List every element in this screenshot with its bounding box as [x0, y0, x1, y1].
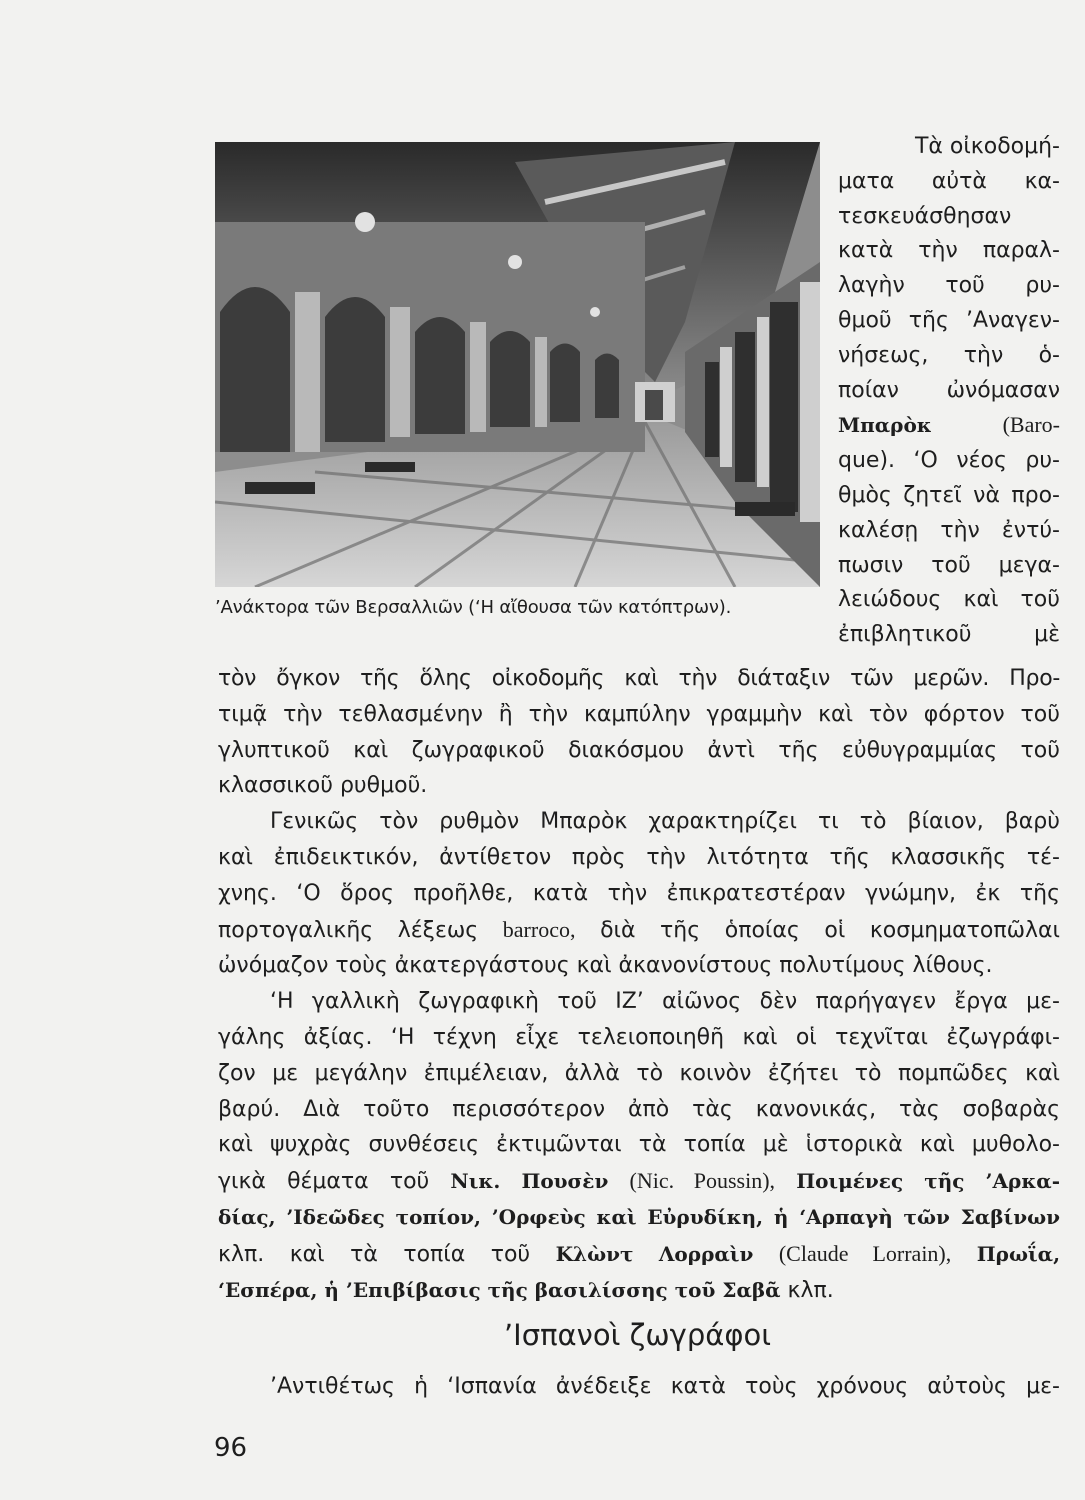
- text-fragment: πορτογαλικῆς λέξεως: [218, 917, 479, 943]
- page-number: 96: [214, 1433, 248, 1463]
- text-line: τεσκευάσθησαν: [838, 203, 1012, 229]
- text-line: que). ‘Ο νέος ρυ-: [838, 448, 1060, 474]
- text-line: γάλης ἀξίας. ‘Η τέχνη εἶχε τελειοποιηθῆ καὶ οἱ τεχνῖται ἐζωγράφι-: [218, 1024, 1060, 1050]
- body-text: [218, 661, 1060, 1308]
- text-line: πωσιν τοῦ μεγα-: [838, 552, 1060, 578]
- section-heading: ’Ισπανοὶ ζωγράφοι: [503, 1318, 772, 1352]
- text-line: θμοῦ τῆς ’Αναγεν-: [838, 307, 1060, 333]
- text-line: ὠνόμαζον τοὺς ἀκατεργάστους καὶ ἀκανονίστους πολυτίμους λίθους.: [218, 953, 993, 979]
- text-line: ποίαν ὠνόμασαν: [838, 377, 1060, 403]
- text-line: [218, 912, 1060, 949]
- text-line: κλασσικοῦ ρυθμοῦ.: [218, 773, 428, 799]
- text-line: γλυπτικοῦ καὶ ζωγραφικοῦ διακόσμου ἀντὶ τῆς εὐθυγραμμίας τοῦ: [218, 737, 1060, 763]
- bold-term: Κλὼντ Λορραὶν: [555, 1241, 754, 1266]
- bold-term: Νικ. Πουσὲν: [450, 1169, 609, 1194]
- bold-term: Μπαρὸκ: [838, 413, 932, 438]
- text-line: [218, 1236, 1060, 1273]
- side-column-text: [838, 130, 1060, 653]
- text-line: ’Αντιθέτως ἡ ‘Ισπανία ἀνέδειξε κατὰ τοὺς χρόνους αὐτοὺς με-: [270, 1374, 1060, 1399]
- text-line: ‘Η γαλλικὴ ζωγραφικὴ τοῦ ΙΖ’ αἰῶνος δὲν παρήγαγεν ἔργα με-: [270, 989, 1060, 1015]
- bold-term: δίας, ’Ιδεῶδες τοπίον, ’Ορφεὺς καὶ Εὐρυδίκη, ἡ ‘Αρπαγὴ τῶν Σαβίνων: [218, 1204, 1060, 1229]
- latin-term: (Claude Lorrain),: [778, 1240, 952, 1266]
- text-line: ζον με μεγάλην ἐπιμέλειαν, ἀλλὰ τὸ κοινὸν ἐζήτει τὸ πομπῶδες καὶ: [218, 1060, 1060, 1086]
- hall-of-mirrors-photo: [215, 142, 820, 587]
- text-line: βαρύ. Διὰ τοῦτο περισσότερον ἀπὸ τὰς κανονικάς, τὰς σοβαρὰς: [218, 1096, 1060, 1122]
- text-line: χνης. ‘Ο ὅρος προῆλθε, κατὰ τὴν ἐπικρατεστέραν γνώμην, ἐκ τῆς: [218, 880, 1060, 906]
- figure-caption: ’Ανάκτορα τῶν Βερσαλλιῶν (‘Η αἴθουσα τῶν κατόπτρων).: [215, 597, 732, 618]
- text-line: [218, 1273, 1060, 1309]
- text-line: ἐπιβλητικοῦ μὲ: [838, 622, 1060, 648]
- text-line: Τὰ οἰκοδομή-: [914, 134, 1060, 159]
- text-line: λαγὴν τοῦ ρυ-: [838, 273, 1060, 299]
- photo-illustration: [215, 142, 820, 587]
- text-line: λειώδους καὶ τοῦ: [838, 587, 1060, 613]
- text-line: [838, 408, 1060, 444]
- text-line: καὶ ἐπιδεικτικόν, ἀντίθετον πρὸς τὴν λιτότητα τῆς κλασσικῆς τέ-: [218, 844, 1060, 870]
- text-line: τὸν ὄγκον τῆς ὅλης οἰκοδομῆς καὶ τὴν διάταξιν τῶν μερῶν. Προ-: [218, 666, 1060, 691]
- text-line: τιμᾷ τὴν τεθλασμένην ἢ τὴν καμπύλην γραμμὴν καὶ τὸν φόρτον τοῦ: [218, 701, 1060, 727]
- text-fragment: κλπ.: [787, 1277, 834, 1303]
- bold-term: Πρωΐα,: [976, 1241, 1061, 1266]
- latin-term: barroco,: [502, 916, 576, 942]
- latin-term: (Nic. Poussin),: [629, 1168, 776, 1194]
- text-line: θμὸς ζητεῖ νὰ προ-: [838, 482, 1060, 508]
- text-line: νήσεως, τὴν ὁ-: [838, 342, 1060, 368]
- text-line: καὶ ψυχρὰς συνθέσεις ἐκτιμῶνται τὰ τοπία μὲ ἱστορικὰ καὶ μυθολο-: [218, 1132, 1060, 1158]
- latin-term: (Baro-: [1002, 412, 1060, 438]
- bold-term: Ποιμένες τῆς ’Αρκα-: [796, 1169, 1060, 1194]
- text-line: κατὰ τὴν παραλ-: [838, 238, 1060, 264]
- text-line: Γενικῶς τὸν ρυθμὸν Μπαρὸκ χαρακτηρίζει τι τὸ βίαιον, βαρὺ: [270, 809, 1060, 835]
- text-line: ματα αὐτὰ κα-: [838, 168, 1060, 194]
- text-line: [218, 1163, 1060, 1200]
- bold-term: ‘Εσπέρα, ἡ ’Επιβίβασις τῆς βασιλίσσης τοῦ Σαβᾶ: [218, 1277, 781, 1302]
- text-line: [218, 1200, 1060, 1236]
- text-fragment: κλπ. καὶ τὰ τοπία τοῦ: [218, 1241, 531, 1267]
- text-line: καλέσῃ τὴν ἐντύ-: [838, 517, 1060, 543]
- text-fragment: γικὰ θέματα τοῦ: [218, 1169, 430, 1195]
- text-fragment: διὰ τῆς ὁποίας οἱ κοσμηματοπῶλαι: [600, 917, 1060, 943]
